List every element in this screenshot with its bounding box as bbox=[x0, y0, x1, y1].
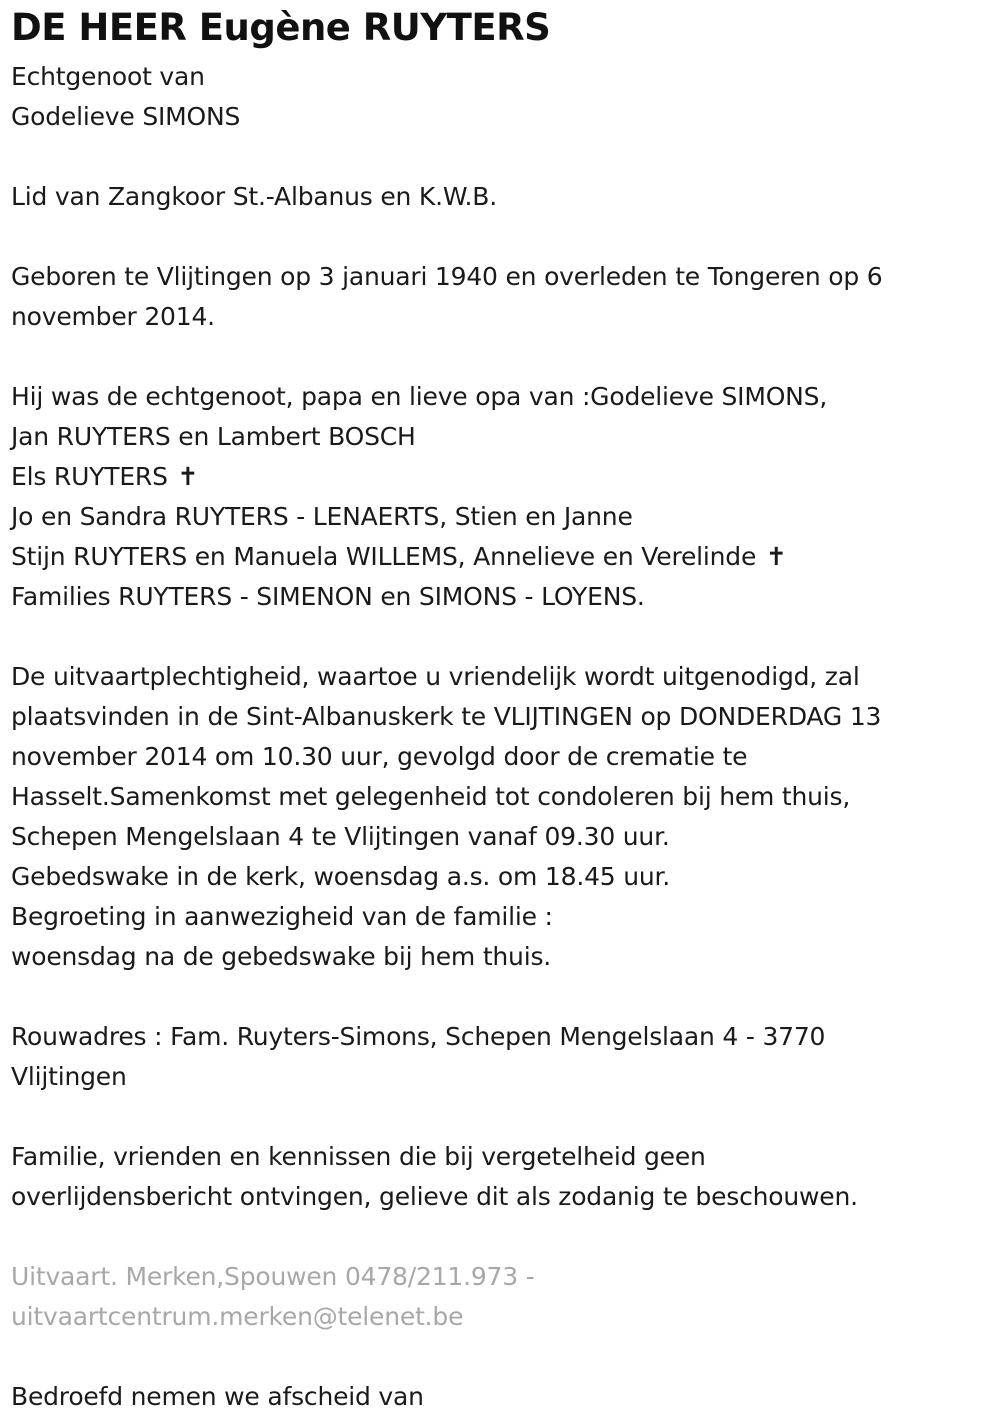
notice-line-1: Familie, vrienden en kennissen die bij vergetelheid geen bbox=[11, 1142, 706, 1171]
membership-text: Lid van Zangkoor St.-Albanus en K.W.B. bbox=[11, 182, 497, 211]
ceremony-line-1: De uitvaartplechtigheid, waartoe u vriendelijk wordt uitgenodigd, zal bbox=[11, 662, 860, 691]
notice-line-2: overlijdensbericht ontvingen, gelieve dit als zodanig te beschouwen. bbox=[11, 1182, 858, 1211]
ceremony-line-8: woensdag na de gebedswake bij hem thuis. bbox=[11, 942, 552, 971]
family-line-1: Hij was de echtgenoot, papa en lieve opa van :Godelieve SIMONS, bbox=[11, 382, 828, 411]
ceremony-line-4: Hasselt.Samenkomst met gelegenheid tot condoleren bij hem thuis, bbox=[11, 782, 851, 811]
obituary-document bbox=[11, 0, 991, 1417]
family-member-name: Els RUYTERS bbox=[11, 462, 168, 491]
family-line-6: Families RUYTERS - SIMENON en SIMONS - LOYENS. bbox=[11, 582, 645, 611]
spacer bbox=[11, 337, 991, 377]
family-line-3 bbox=[11, 457, 991, 497]
spacer bbox=[11, 137, 991, 177]
spouse-name: Godelieve SIMONS bbox=[11, 102, 241, 131]
funeral-home-line-1: Uitvaart. Merken,Spouwen 0478/211.973 - bbox=[11, 1262, 535, 1291]
spacer bbox=[11, 1097, 991, 1137]
ceremony-line-3: november 2014 om 10.30 uur, gevolgd door de crematie te bbox=[11, 742, 748, 771]
spouse-label: Echtgenoot van bbox=[11, 62, 205, 91]
family-line-4: Jo en Sandra RUYTERS - LENAERTS, Stien en Janne bbox=[11, 502, 633, 531]
birth-death-line-2: november 2014. bbox=[11, 302, 215, 331]
spacer bbox=[11, 1217, 991, 1257]
birth-death-line-1: Geboren te Vlijtingen op 3 januari 1940 en overleden te Tongeren op 6 bbox=[11, 262, 883, 291]
cross-icon: ✝ bbox=[177, 462, 199, 491]
ceremony-line-5: Schepen Mengelslaan 4 te Vlijtingen vanaf 09.30 uur. bbox=[11, 822, 670, 851]
cross-icon: ✝ bbox=[765, 542, 787, 571]
spacer bbox=[11, 1337, 991, 1377]
spacer bbox=[11, 977, 991, 1017]
ceremony-line-7: Begroeting in aanwezigheid van de familie : bbox=[11, 902, 553, 931]
closing-text: Bedroefd nemen we afscheid van bbox=[11, 1382, 424, 1411]
family-line-5 bbox=[11, 537, 991, 577]
spacer bbox=[11, 217, 991, 257]
family-member-name: Stijn RUYTERS en Manuela WILLEMS, Annelieve en Verelinde bbox=[11, 542, 757, 571]
address-line-1: Rouwadres : Fam. Ruyters-Simons, Schepen Mengelslaan 4 - 3770 bbox=[11, 1022, 826, 1051]
family-line-2: Jan RUYTERS en Lambert BOSCH bbox=[11, 422, 416, 451]
deceased-name-heading: DE HEER Eugène RUYTERS bbox=[11, 6, 551, 49]
address-line-2: Vlijtingen bbox=[11, 1062, 127, 1091]
spacer bbox=[11, 617, 991, 657]
ceremony-line-2: plaatsvinden in de Sint-Albanuskerk te VLIJTINGEN op DONDERDAG 13 bbox=[11, 702, 882, 731]
ceremony-line-6: Gebedswake in de kerk, woensdag a.s. om 18.45 uur. bbox=[11, 862, 671, 891]
funeral-home-email: uitvaartcentrum.merken@telenet.be bbox=[11, 1302, 464, 1331]
